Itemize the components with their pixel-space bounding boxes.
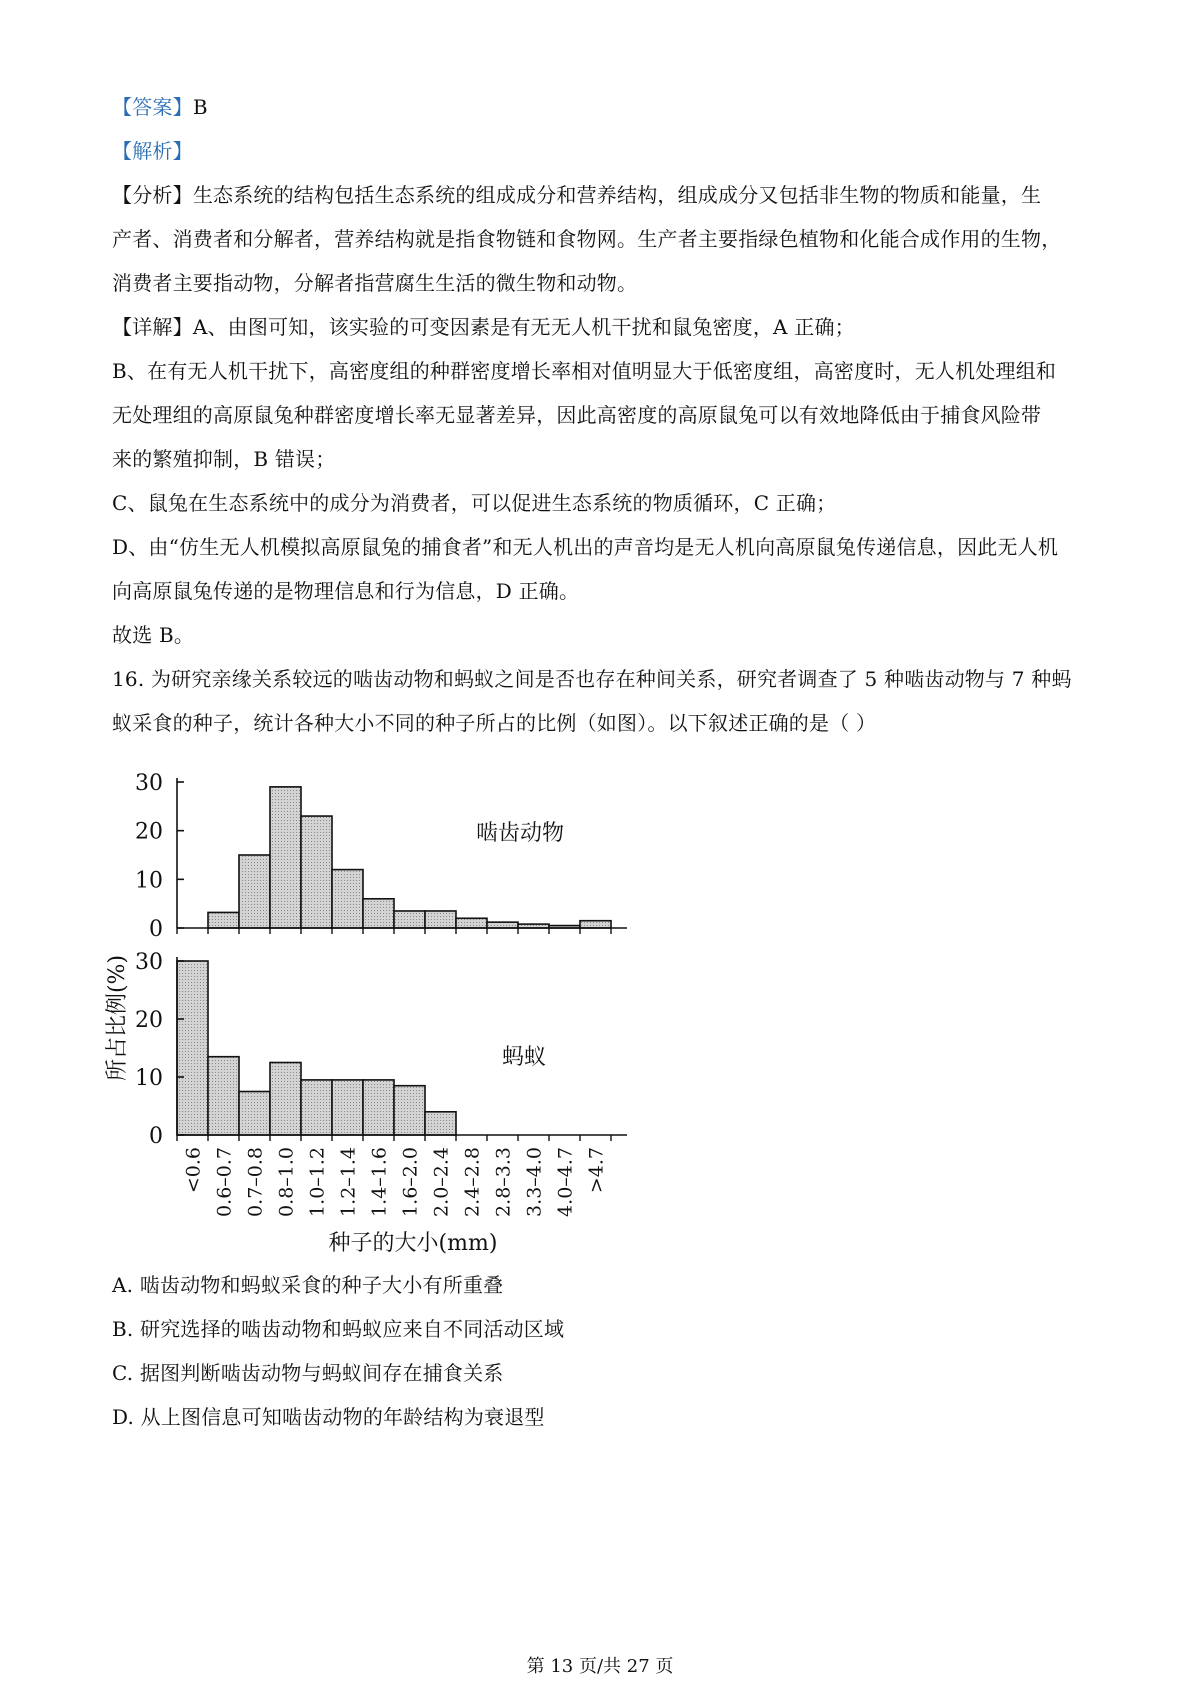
- answer-label: 【答案】: [112, 95, 193, 119]
- rodent-bar-2: [239, 855, 270, 928]
- x-category-label-13: >4.7: [585, 1147, 608, 1194]
- x-category-label-7: 1.6–2.0: [399, 1147, 422, 1217]
- option-d: D. 从上图信息可知啮齿动物的年龄结构为衰退型: [112, 1405, 545, 1429]
- option-a: A. 啮齿动物和蚂蚁采食的种子大小有所重叠: [112, 1273, 504, 1297]
- x-category-label-0: <0.6: [182, 1147, 205, 1194]
- ant-y-tick-label-10: 10: [135, 1066, 163, 1091]
- x-category-label-6: 1.4–1.6: [368, 1147, 391, 1217]
- xiangjie-line-5: C、鼠兔在生态系统中的成分为消费者，可以促进生态系统的物质循环，C 正确；: [112, 491, 837, 515]
- answer-line: [112, 92, 1102, 122]
- xiangjie-line-2: B、在有无人机干扰下，高密度组的种群密度增长率相对值明显大于低密度组，高密度时，无人机处理组和: [112, 359, 1057, 383]
- xiangjie-text-1: A、由图可知，该实验的可变因素是有无无人机干扰和鼠兔密度，A 正确；: [192, 315, 855, 339]
- xiangjie-line-1: [112, 312, 1102, 342]
- ant-panel: [135, 950, 627, 1217]
- fenxi-text-1: 生态系统的结构包括生态系统的组成成分和营养结构，组成成分又包括非生物的物质和能量，生: [192, 183, 1042, 207]
- fenxi-line-2: 产者、消费者和分解者，营养结构就是指食物链和食物网。生产者主要指绿色植物和化能合成作用的生物，: [112, 227, 1062, 251]
- x-category-label-10: 2.8–3.3: [492, 1147, 515, 1217]
- answer-value: B: [192, 95, 208, 119]
- x-category-label-9: 2.4–2.8: [461, 1147, 484, 1217]
- x-category-label-5: 1.2–1.4: [337, 1147, 360, 1217]
- option-c: C. 据图判断啮齿动物与蚂蚁间存在捕食关系: [112, 1361, 504, 1385]
- rodent-bar-6: [363, 899, 394, 928]
- x-axis-label: 种子的大小(mm): [328, 1231, 498, 1256]
- y-axis-label: 所占比例(%): [105, 954, 130, 1082]
- fenxi-line-3: 消费者主要指动物，分解者指营腐生生活的微生物和动物。: [112, 271, 638, 295]
- x-category-label-4: 1.0–1.2: [306, 1147, 329, 1217]
- option-b: B. 研究选择的啮齿动物和蚂蚁应来自不同活动区域: [112, 1317, 565, 1341]
- xiangjie-line-4: 来的繁殖抑制，B 错误；: [112, 447, 336, 471]
- xiangjie-line-6: D、由“仿生无人机模拟高原鼠兔的捕食者”和无人机出的声音均是无人机向高原鼠兔传递信息，因此无人机: [112, 535, 1059, 559]
- analysis-label: 【解析】: [112, 139, 193, 163]
- rodent-y-tick-label-0: 0: [149, 917, 163, 942]
- x-category-label-3: 0.8–1.0: [275, 1147, 298, 1217]
- rodent-bar-4: [301, 816, 332, 928]
- rodent-bar-5: [332, 870, 363, 928]
- rodent-bar-1: [208, 912, 239, 928]
- xiangjie-label: 【详解】: [112, 315, 193, 339]
- rodent-bar-9: [456, 918, 487, 928]
- ant-y-tick-label-0: 0: [149, 1124, 163, 1149]
- ant-y-tick-label-30: 30: [135, 950, 163, 975]
- xiangjie-line-7: 向高原鼠兔传递的是物理信息和行为信息，D 正确。: [112, 579, 580, 603]
- question-line-1: 16. 为研究亲缘关系较远的啮齿动物和蚂蚁之间是否也存在种间关系，研究者调查了 5 种啮齿动物与 7 种蚂: [112, 667, 1072, 691]
- rodent-bar-7: [394, 911, 425, 928]
- xiangjie-line-3: 无处理组的高原鼠兔种群密度增长率无显著差异，因此高密度的高原鼠兔可以有效地降低由于捕食风险带: [112, 403, 1042, 427]
- ant-bar-1: [208, 1057, 239, 1135]
- rodent-y-tick-label-30: 30: [135, 771, 163, 796]
- ant-bar-4: [301, 1080, 332, 1135]
- rodent-panel: [135, 771, 627, 942]
- question-line-2: 蚁采食的种子，统计各种大小不同的种子所占的比例（如图）。以下叙述正确的是（ ）: [112, 711, 877, 735]
- ant-bar-3: [270, 1063, 301, 1136]
- rodent-bar-8: [425, 911, 456, 928]
- rodent-bar-3: [270, 787, 301, 928]
- rodent-y-tick-label-10: 10: [135, 868, 163, 894]
- ant-y-tick-label-20: 20: [135, 1008, 163, 1033]
- series-label-rodent: 啮齿动物: [475, 821, 565, 846]
- x-category-label-2: 0.7–0.8: [244, 1147, 267, 1217]
- analysis-label-line: [112, 136, 1102, 166]
- rodent-y-tick-label-20: 20: [135, 819, 163, 845]
- x-category-label-12: 4.0–4.7: [554, 1147, 577, 1217]
- ant-bar-8: [425, 1112, 456, 1135]
- x-category-label-1: 0.6–0.7: [213, 1147, 236, 1217]
- ant-bar-6: [363, 1080, 394, 1135]
- xiangjie-line-8: 故选 B。: [112, 623, 195, 647]
- x-category-label-11: 3.3–4.0: [523, 1147, 546, 1217]
- ant-bar-0: [177, 961, 208, 1135]
- seed-size-chart: [100, 771, 700, 1272]
- chart-svg: [100, 771, 700, 1268]
- page-footer: 第 13 页/共 27 页: [526, 1656, 674, 1677]
- rodent-bar-13: [580, 921, 611, 928]
- x-category-label-8: 2.0–2.4: [430, 1147, 453, 1217]
- series-label-ant: 蚂蚁: [501, 1045, 547, 1070]
- fenxi-label: 【分析】: [112, 183, 193, 207]
- ant-bar-7: [394, 1086, 425, 1135]
- rodent-bar-10: [487, 922, 518, 928]
- ant-bar-2: [239, 1092, 270, 1136]
- fenxi-line-1: [112, 180, 1102, 210]
- ant-bar-5: [332, 1080, 363, 1135]
